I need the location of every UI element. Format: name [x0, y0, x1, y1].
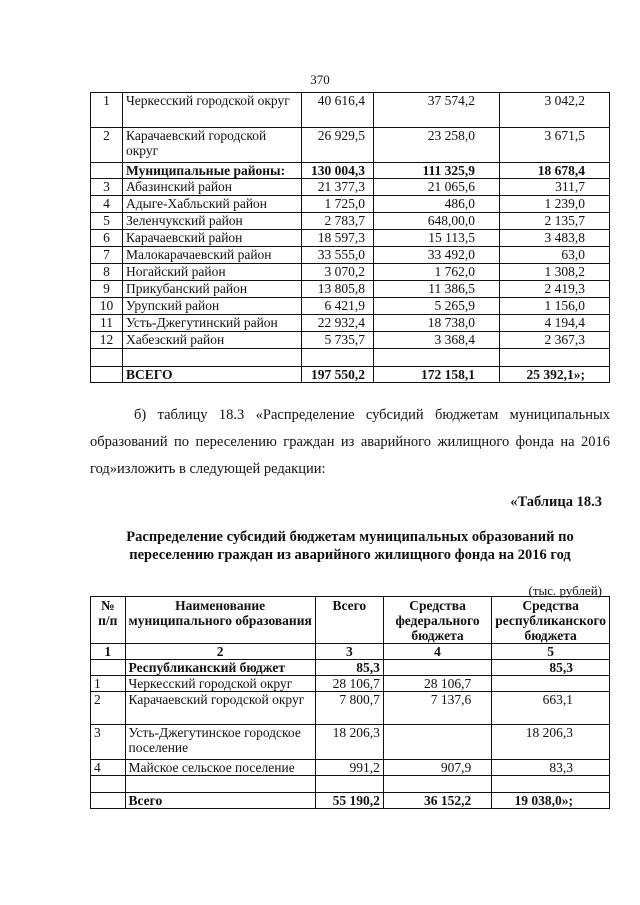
cell-n: 4 — [91, 196, 123, 213]
index-cell: 4 — [383, 644, 491, 660]
table-row — [91, 332, 610, 349]
cell-c: 1 308,2 — [500, 264, 610, 281]
cell-c: 25 392,1»; — [500, 367, 610, 383]
amendment-paragraph — [90, 402, 610, 483]
cell-c: 2 367,3 — [500, 332, 610, 349]
cell-name: Всего — [125, 793, 315, 809]
cell-c: 311,7 — [500, 179, 610, 196]
cell-name — [123, 349, 302, 367]
cell-b: 21 065,6 — [374, 179, 500, 196]
table-row — [91, 725, 610, 760]
cell-n: 8 — [91, 264, 123, 281]
index-cell: 1 — [91, 644, 126, 660]
cell-n: 1 — [91, 676, 126, 692]
cell-a: 5 735,7 — [302, 332, 374, 349]
cell-fed — [383, 660, 491, 676]
cell-c: 2 135,7 — [500, 213, 610, 230]
table-row — [91, 349, 610, 367]
index-cell: 5 — [492, 644, 610, 660]
header-num: № п/п — [91, 597, 126, 644]
cell-n: 1 — [91, 93, 123, 128]
cell-a: 26 929,5 — [302, 128, 374, 163]
header-federal: Средства федерального бюджета — [383, 597, 491, 644]
header-row — [91, 597, 610, 644]
table-row — [91, 676, 610, 692]
cell-total: 28 106,7 — [315, 676, 383, 692]
cell-n — [91, 349, 123, 367]
cell-name: Прикубанский район — [123, 281, 302, 298]
table-row — [91, 281, 610, 298]
cell-name: ВСЕГО — [123, 367, 302, 383]
table-row — [91, 776, 610, 793]
cell-n — [91, 163, 123, 179]
cell-rep: 85,3 — [492, 660, 610, 676]
cell-name: Абазинский район — [123, 179, 302, 196]
cell-b: 5 265,9 — [374, 298, 500, 315]
cell-name: Майское сельское поселение — [125, 760, 315, 776]
cell-name: Малокарачаевский район — [123, 247, 302, 264]
table-row — [91, 93, 610, 128]
cell-n — [91, 367, 123, 383]
cell-c: 18 678,4 — [500, 163, 610, 179]
cell-fed: 28 106,7 — [383, 676, 491, 692]
cell-name: Усть-Джегутинское городское поселение — [125, 725, 315, 760]
cell-a: 1 725,0 — [302, 196, 374, 213]
cell-b: 23 258,0 — [374, 128, 500, 163]
cell-c: 3 671,5 — [500, 128, 610, 163]
cell-name: Урупский район — [123, 298, 302, 315]
index-cell: 2 — [125, 644, 315, 660]
cell-rep — [492, 676, 610, 692]
cell-b: 15 113,5 — [374, 230, 500, 247]
table-row — [91, 298, 610, 315]
column-index-row — [91, 644, 610, 660]
cell-n: 11 — [91, 315, 123, 332]
cell-name: Карачаевский городской округ — [123, 128, 302, 163]
cell-c: 3 042,2 — [500, 93, 610, 128]
cell-a: 2 783,7 — [302, 213, 374, 230]
cell-n: 6 — [91, 230, 123, 247]
cell-b — [374, 349, 500, 367]
cell-name: Карачаевский район — [123, 230, 302, 247]
table-row — [91, 660, 610, 676]
cell-fed — [383, 776, 491, 793]
header-total: Всего — [315, 597, 383, 644]
table-row — [91, 264, 610, 281]
cell-a: 40 616,4 — [302, 93, 374, 128]
cell-n: 5 — [91, 213, 123, 230]
cell-c: 63,0 — [500, 247, 610, 264]
header-name: Наименование муниципального образования — [125, 597, 315, 644]
cell-fed — [383, 725, 491, 760]
cell-c: 1 156,0 — [500, 298, 610, 315]
cell-total: 85,3 — [315, 660, 383, 676]
cell-c: 4 194,4 — [500, 315, 610, 332]
cell-n: 12 — [91, 332, 123, 349]
cell-n — [91, 793, 126, 809]
cell-n — [91, 776, 126, 793]
table-row — [91, 213, 610, 230]
cell-name: Адыге-Хабльский район — [123, 196, 302, 213]
cell-n: 2 — [91, 128, 123, 163]
cell-n: 2 — [91, 692, 126, 725]
cell-n: 7 — [91, 247, 123, 264]
cell-rep — [492, 776, 610, 793]
cell-name: Черкесский городской округ — [125, 676, 315, 692]
cell-name: Зеленчукский район — [123, 213, 302, 230]
table-caption: «Таблица 18.3 — [510, 494, 602, 510]
cell-fed: 7 137,6 — [383, 692, 491, 725]
cell-n: 10 — [91, 298, 123, 315]
cell-name: Усть-Джегутинский район — [123, 315, 302, 332]
cell-b: 3 368,4 — [374, 332, 500, 349]
table-row — [91, 793, 610, 809]
cell-n: 3 — [91, 725, 126, 760]
cell-b: 1 762,0 — [374, 264, 500, 281]
table-row — [91, 163, 610, 179]
cell-fed: 907,9 — [383, 760, 491, 776]
cell-n — [91, 660, 126, 676]
cell-name: Карачаевский городской округ — [125, 692, 315, 725]
cell-n: 3 — [91, 179, 123, 196]
cell-c — [500, 349, 610, 367]
cell-b: 111 325,9 — [374, 163, 500, 179]
header-republican: Средства республиканского бюджета — [492, 597, 610, 644]
subsidy-table-continued — [90, 92, 610, 383]
cell-a: 13 805,8 — [302, 281, 374, 298]
cell-total — [315, 776, 383, 793]
cell-a — [302, 349, 374, 367]
cell-n: 4 — [91, 760, 126, 776]
table-row — [91, 230, 610, 247]
cell-rep: 663,1 — [492, 692, 610, 725]
index-cell: 3 — [315, 644, 383, 660]
cell-rep: 18 206,3 — [492, 725, 610, 760]
cell-a: 22 932,4 — [302, 315, 374, 332]
units-label: (тыс. рублей) — [528, 583, 602, 598]
cell-c: 1 239,0 — [500, 196, 610, 213]
cell-fed: 36 152,2 — [383, 793, 491, 809]
table-heading: Распределение субсидий бюджетам муниципальных образований по переселению граждан из аварийного жилищного фонда на 2016 год — [126, 529, 574, 563]
table-row — [91, 247, 610, 264]
table-row — [91, 367, 610, 383]
cell-b: 37 574,2 — [374, 93, 500, 128]
cell-b: 33 492,0 — [374, 247, 500, 264]
cell-total: 55 190,2 — [315, 793, 383, 809]
page-number: 370 — [310, 72, 330, 87]
cell-a: 33 555,0 — [302, 247, 374, 264]
cell-n: 9 — [91, 281, 123, 298]
cell-a: 21 377,3 — [302, 179, 374, 196]
cell-name: Муниципальные районы: — [123, 163, 302, 179]
cell-name: Ногайский район — [123, 264, 302, 281]
cell-total: 18 206,3 — [315, 725, 383, 760]
table-row — [91, 315, 610, 332]
cell-a: 3 070,2 — [302, 264, 374, 281]
cell-a: 18 597,3 — [302, 230, 374, 247]
cell-c: 2 419,3 — [500, 281, 610, 298]
paragraph-text: б) таблицу 18.3 «Распределение субсидий бюджетам муниципальных образований по переселению граждан из аварийного жилищного фонда на 2016 год»изложить в следующей редакции: — [90, 407, 610, 477]
cell-b: 486,0 — [374, 196, 500, 213]
cell-rep: 19 038,0»; — [492, 793, 610, 809]
table-row — [91, 179, 610, 196]
table-row — [91, 760, 610, 776]
cell-c: 3 483,8 — [500, 230, 610, 247]
cell-a: 6 421,9 — [302, 298, 374, 315]
cell-b: 648,00,0 — [374, 213, 500, 230]
table-row — [91, 196, 610, 213]
cell-name: Черкесский городской округ — [123, 93, 302, 128]
cell-total: 7 800,7 — [315, 692, 383, 725]
cell-b: 11 386,5 — [374, 281, 500, 298]
table-row — [91, 692, 610, 725]
cell-name: Хабезский район — [123, 332, 302, 349]
cell-name — [125, 776, 315, 793]
cell-b: 172 158,1 — [374, 367, 500, 383]
cell-a: 197 550,2 — [302, 367, 374, 383]
cell-a: 130 004,3 — [302, 163, 374, 179]
cell-b: 18 738,0 — [374, 315, 500, 332]
cell-name: Республиканский бюджет — [125, 660, 315, 676]
cell-rep: 83,3 — [492, 760, 610, 776]
table-row — [91, 128, 610, 163]
subsidy-table-18-3 — [90, 596, 610, 809]
cell-total: 991,2 — [315, 760, 383, 776]
